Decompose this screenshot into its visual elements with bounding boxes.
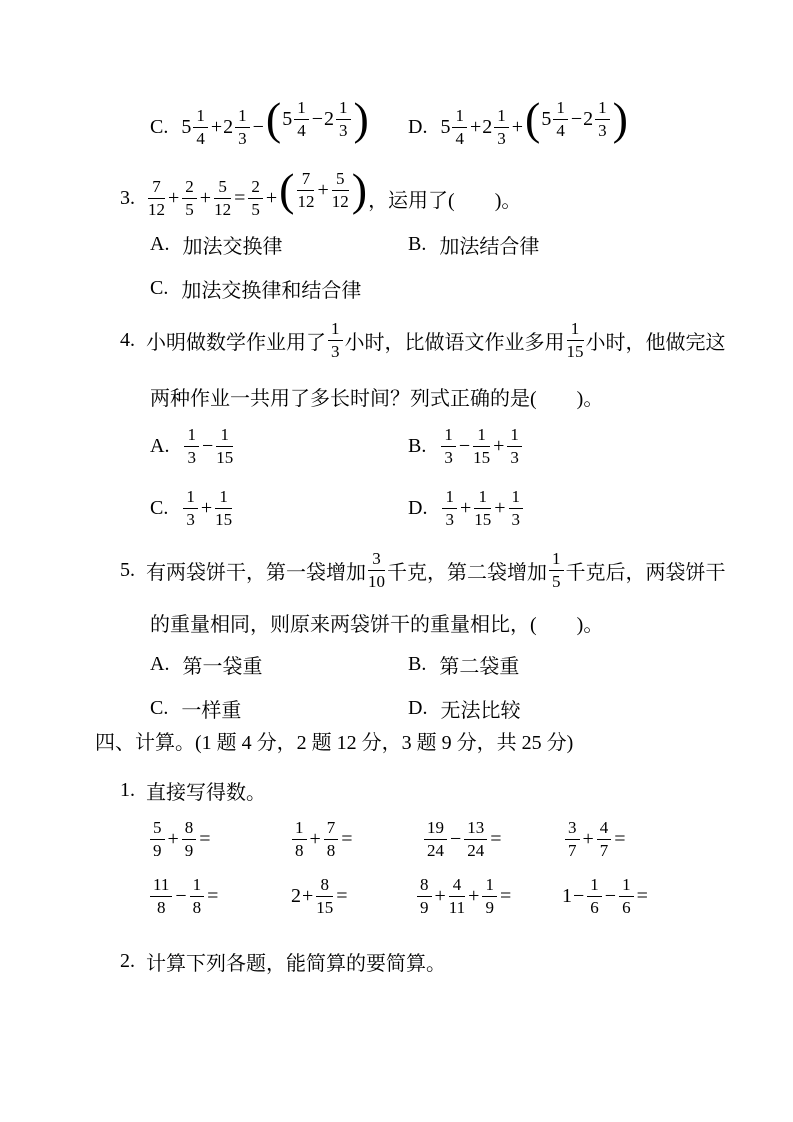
calc-1-title: 直接写得数。: [146, 782, 266, 804]
fraction-denominator: 8: [156, 897, 166, 917]
question-4-text1: [146, 320, 726, 361]
fraction-numerator: 1: [183, 488, 198, 509]
option-d-text: 无法比较: [440, 700, 521, 722]
fraction-numerator: 7: [148, 178, 165, 199]
question-3-option-b: [408, 230, 539, 259]
fraction-denominator: 8: [192, 897, 202, 917]
fraction-numerator: 1: [292, 819, 307, 840]
fraction: [193, 107, 208, 148]
option-d-label: D.: [408, 697, 428, 719]
fraction-denominator: 4: [297, 120, 306, 140]
question-3-option-c: [150, 274, 361, 303]
question-5-option-c: [150, 694, 241, 723]
question-4-option-c: [150, 488, 234, 529]
fraction: [215, 488, 232, 529]
fraction-numerator: 1: [193, 107, 208, 128]
fraction-numerator: 1: [619, 876, 634, 897]
mixed-number: [282, 99, 311, 140]
operator: +: [210, 115, 223, 138]
fraction-denominator: 15: [215, 509, 233, 529]
fraction: [587, 876, 602, 917]
calc-item: [148, 819, 212, 860]
question-5-option-a: [150, 650, 262, 679]
operator: −: [450, 827, 462, 850]
fraction-denominator: 5: [552, 571, 561, 591]
operator: +: [199, 186, 212, 209]
option-b-text: 加法结合律: [439, 236, 540, 258]
fraction-denominator: 6: [590, 897, 599, 917]
whole-number: 5: [440, 115, 451, 138]
fraction-numerator: 1: [587, 876, 602, 897]
fraction-numerator: 3: [368, 550, 385, 571]
fraction-numerator: 3: [565, 819, 580, 840]
operator: =: [336, 884, 348, 907]
operator: +: [469, 115, 482, 138]
fraction-numerator: 7: [324, 819, 339, 840]
option-a-text: 加法交换律: [182, 236, 283, 258]
calc-row2-item1: [148, 876, 219, 917]
text-run: 有两袋饼干，第一袋增加: [146, 561, 366, 584]
fraction-denominator: 3: [511, 509, 521, 529]
fraction: [148, 178, 165, 219]
left-paren-icon: (: [525, 93, 541, 144]
fraction-numerator: 4: [597, 819, 612, 840]
fraction: [182, 819, 197, 860]
operator: =: [341, 827, 353, 850]
calc-item: [291, 876, 349, 917]
fraction-denominator: 15: [473, 447, 491, 467]
text-run: 小时，比做语文作业多用: [344, 331, 565, 354]
operator: −: [570, 107, 583, 130]
fraction-numerator: 1: [482, 876, 497, 897]
fraction: [292, 819, 307, 860]
operator: +: [582, 827, 594, 850]
fraction-numerator: 1: [473, 426, 490, 447]
option-a-label: A.: [150, 653, 170, 675]
calc-row2-item4: [562, 876, 649, 917]
fraction-denominator: 12: [148, 199, 165, 219]
fraction-denominator: 15: [316, 897, 334, 917]
operator: +: [494, 496, 506, 519]
calc-row1-item1: [148, 819, 212, 860]
fraction-denominator: 9: [420, 897, 429, 917]
fraction: [216, 426, 233, 467]
operator: +: [317, 178, 329, 201]
calc-1-number: 1.: [120, 779, 135, 801]
mixed-number: [181, 107, 210, 148]
fraction-numerator: 1: [549, 550, 564, 571]
calc-2-title-line: [120, 947, 446, 976]
question-3-line: [120, 164, 522, 221]
operator: −: [458, 434, 471, 457]
fraction-denominator: 7: [568, 840, 577, 860]
question-5-line2: 的重量相同，则原来两袋饼干的重量相比，( )。: [150, 614, 604, 636]
whole-number: 5: [541, 107, 552, 130]
fraction: [324, 819, 339, 860]
fraction-denominator: 3: [598, 120, 607, 140]
fraction-denominator: 4: [196, 128, 205, 148]
fraction: [332, 170, 349, 211]
fraction-numerator: 13: [464, 819, 487, 840]
question-4-line2: 两种作业一共用了多长时间？列式正确的是( )。: [150, 388, 604, 410]
fraction: [619, 876, 634, 917]
question-5-option-b: [408, 650, 519, 679]
fraction-denominator: 5: [251, 199, 260, 219]
calc-item: [415, 876, 512, 917]
prev-option-c: [150, 93, 370, 150]
calc-item: [562, 876, 649, 917]
text-run: 小明做数学作业用了: [146, 331, 326, 354]
fraction: [316, 876, 333, 917]
operator: −: [252, 115, 264, 138]
fraction: [474, 488, 491, 529]
fraction-numerator: 1: [190, 876, 205, 897]
calc-item: [563, 819, 627, 860]
option-b-text: 第二袋重: [439, 656, 520, 678]
question-5-line1: [120, 550, 726, 591]
fraction-numerator: 1: [336, 99, 351, 120]
fraction: [449, 876, 465, 917]
fraction-numerator: 1: [235, 107, 250, 128]
prev-option-d: [408, 93, 629, 150]
fraction: [182, 178, 197, 219]
option-b-label: B.: [408, 653, 427, 675]
left-paren-icon: (: [265, 93, 282, 144]
mixed-number: [440, 107, 469, 148]
operator: +: [265, 186, 278, 209]
fraction-numerator: 2: [248, 178, 263, 199]
whole-number: 2: [583, 107, 594, 130]
fraction-denominator: 3: [187, 447, 196, 467]
operator: +: [309, 827, 321, 850]
whole-number: 5: [282, 107, 293, 130]
fraction-numerator: 1: [184, 426, 199, 447]
fraction: [368, 550, 385, 591]
fraction-denominator: 4: [455, 128, 464, 148]
section-4-header: 四、计算。(1 题 4 分，2 题 12 分，3 题 9 分，共 25 分): [95, 732, 574, 754]
fraction-numerator: 5: [150, 819, 165, 840]
fraction-numerator: 1: [474, 488, 491, 509]
fraction: [509, 488, 524, 529]
calc-2-title: 计算下列各题，能简算的要简算。: [146, 953, 446, 975]
option-c-label: C.: [150, 277, 169, 299]
option-c-text: 加法交换律和结合律: [181, 280, 362, 302]
option-b-label: B.: [408, 233, 427, 255]
calc-row2-item2: [291, 876, 349, 917]
calc-2-number: 2.: [120, 950, 135, 972]
calc-row1-item2: [290, 819, 354, 860]
question-5-number: 5.: [120, 558, 135, 581]
question-4-number: 4.: [120, 328, 135, 351]
fraction: [597, 819, 612, 860]
option-c-label: C.: [150, 697, 169, 719]
fraction: [442, 488, 457, 529]
fraction-denominator: 9: [485, 897, 494, 917]
fraction: [336, 99, 351, 140]
mixed-number: [324, 99, 353, 140]
operator: =: [499, 884, 512, 907]
fraction-numerator: 2: [182, 178, 197, 199]
fraction: [190, 876, 205, 917]
paren-group: [265, 93, 370, 144]
operator: =: [636, 884, 648, 907]
fraction-denominator: 12: [331, 191, 349, 211]
fraction-numerator: 1: [442, 488, 457, 509]
fraction-numerator: 1: [452, 107, 467, 128]
fraction-numerator: 8: [316, 876, 333, 897]
fraction-numerator: 1: [507, 426, 522, 447]
fraction-denominator: 9: [184, 840, 194, 860]
fraction-denominator: 8: [295, 840, 304, 860]
calc-item: [148, 876, 219, 917]
operator: =: [199, 827, 211, 850]
fraction: [482, 876, 497, 917]
question-3-option-a: [150, 230, 282, 259]
option-c-label: C.: [150, 496, 169, 519]
mixed-number: [541, 99, 570, 140]
fraction: [184, 426, 199, 467]
operator: =: [234, 186, 246, 209]
operator: −: [573, 884, 585, 907]
whole-number: 2: [223, 115, 234, 138]
fraction-denominator: 11: [448, 897, 466, 917]
fraction-denominator: 3: [510, 447, 519, 467]
fraction-denominator: 3: [339, 120, 348, 140]
fraction-numerator: 1: [509, 488, 524, 509]
fraction-denominator: 12: [214, 199, 232, 219]
fraction: [441, 426, 456, 467]
fraction: [567, 320, 584, 361]
option-a-formula: [182, 426, 235, 467]
operator: =: [490, 827, 502, 850]
fraction-denominator: 5: [185, 199, 194, 219]
option-a-label: A.: [150, 434, 170, 457]
operator: +: [434, 884, 446, 907]
fraction-numerator: 1: [216, 426, 233, 447]
question-3-formula: [146, 164, 522, 221]
operator: +: [511, 115, 524, 138]
fraction: [294, 99, 309, 140]
fraction: [417, 876, 432, 917]
fraction-denominator: 3: [331, 341, 340, 361]
whole-number: 2: [324, 107, 335, 130]
option-b-formula: [439, 426, 524, 467]
fraction-denominator: 24: [427, 840, 444, 860]
fraction: [150, 819, 165, 860]
operator: +: [468, 884, 480, 907]
text-run: 小时，他做完这: [585, 331, 726, 354]
paren-group: [278, 164, 368, 215]
operator: +: [459, 496, 472, 519]
operator: −: [604, 884, 617, 907]
fraction-denominator: 12: [297, 191, 315, 211]
operator: −: [175, 884, 187, 907]
fraction-denominator: 15: [216, 447, 234, 467]
whole-number: 2: [482, 115, 493, 138]
whole-number: 5: [181, 115, 192, 138]
fraction: [424, 819, 447, 860]
fraction-denominator: 10: [368, 571, 385, 591]
fraction-numerator: 1: [553, 99, 568, 120]
fraction-numerator: 1: [441, 426, 456, 447]
fraction-numerator: 5: [214, 178, 231, 199]
fraction: [553, 99, 568, 140]
right-paren-icon: ): [612, 93, 628, 144]
fraction-denominator: 4: [556, 120, 565, 140]
question-3-number: 3.: [120, 186, 135, 209]
operator: +: [167, 827, 179, 850]
operator: +: [302, 884, 314, 907]
calc-item: [422, 819, 503, 860]
fraction: [452, 107, 467, 148]
mixed-number: [583, 99, 612, 140]
operator: +: [493, 434, 505, 457]
question-4-line1: [120, 320, 726, 361]
question-5-option-d: [408, 694, 520, 723]
fraction-denominator: 3: [186, 509, 195, 529]
calc-row1-item3: [422, 819, 503, 860]
paren-group: [524, 93, 629, 144]
fraction-denominator: 24: [467, 840, 485, 860]
right-paren-icon: ): [351, 164, 368, 215]
fraction-denominator: 6: [622, 897, 631, 917]
calc-row2-item3: [415, 876, 512, 917]
calc-1-title-line: [120, 776, 266, 805]
fraction-denominator: 3: [445, 509, 454, 529]
fraction-numerator: 1: [328, 320, 343, 341]
fraction-numerator: 8: [417, 876, 432, 897]
question-4-option-d: [408, 488, 525, 529]
fraction-numerator: 1: [494, 107, 509, 128]
fraction-numerator: 5: [332, 170, 349, 191]
operator: −: [201, 434, 214, 457]
fraction-denominator: 8: [326, 840, 336, 860]
fraction-numerator: 4: [449, 876, 465, 897]
fraction-numerator: 8: [182, 819, 197, 840]
option-d-formula: [440, 93, 629, 150]
fraction-numerator: 1: [595, 99, 610, 120]
fraction-denominator: 7: [599, 840, 609, 860]
fraction-denominator: 3: [497, 128, 506, 148]
operator: +: [200, 496, 213, 519]
fraction-denominator: 9: [153, 840, 162, 860]
operator: =: [614, 827, 626, 850]
option-a-label: A.: [150, 233, 170, 255]
option-d-formula: [440, 488, 525, 529]
option-b-label: B.: [408, 434, 427, 457]
question-5-text1: [146, 550, 726, 591]
text-run: ，运用了( )。: [368, 189, 522, 212]
fraction: [328, 320, 343, 361]
fraction: [235, 107, 250, 148]
fraction: [183, 488, 198, 529]
fraction-denominator: 15: [474, 509, 492, 529]
fraction: [150, 876, 172, 917]
fraction-denominator: 15: [566, 341, 584, 361]
option-c-formula: [181, 93, 370, 150]
fraction: [248, 178, 263, 219]
left-paren-icon: (: [279, 164, 295, 215]
calc-row1-item4: [563, 819, 627, 860]
question-4-option-a: [150, 426, 235, 467]
fraction-numerator: 1: [294, 99, 309, 120]
fraction: [464, 819, 487, 860]
fraction-numerator: 7: [297, 170, 314, 191]
calc-item: [290, 819, 354, 860]
option-d-label: D.: [408, 496, 428, 519]
fraction: [214, 178, 231, 219]
operator: −: [311, 107, 324, 130]
fraction-numerator: 11: [150, 876, 172, 897]
option-c-text: 一样重: [181, 700, 242, 722]
mixed-number: [223, 107, 252, 148]
fraction: [473, 426, 490, 467]
fraction: [565, 819, 580, 860]
fraction: [494, 107, 509, 148]
fraction: [549, 550, 564, 591]
fraction: [297, 170, 314, 211]
number: 1: [562, 884, 572, 907]
option-c-label: C.: [150, 115, 169, 138]
option-d-label: D.: [408, 115, 428, 138]
fraction-denominator: 3: [238, 128, 247, 148]
text-run: 千克，第二袋增加: [387, 561, 547, 584]
right-paren-icon: ): [353, 93, 369, 144]
option-a-text: 第一袋重: [182, 656, 263, 678]
text-run: 千克后，两袋饼干: [565, 561, 726, 584]
fraction-denominator: 3: [444, 447, 453, 467]
fraction-numerator: 1: [215, 488, 232, 509]
option-c-formula: [181, 488, 234, 529]
operator: =: [207, 884, 219, 907]
fraction: [595, 99, 610, 140]
operator: +: [168, 186, 180, 209]
mixed-number: [482, 107, 511, 148]
fraction-numerator: 19: [424, 819, 447, 840]
question-4-option-b: [408, 426, 524, 467]
fraction-numerator: 1: [567, 320, 584, 341]
fraction: [507, 426, 522, 467]
number: 2: [291, 884, 301, 907]
